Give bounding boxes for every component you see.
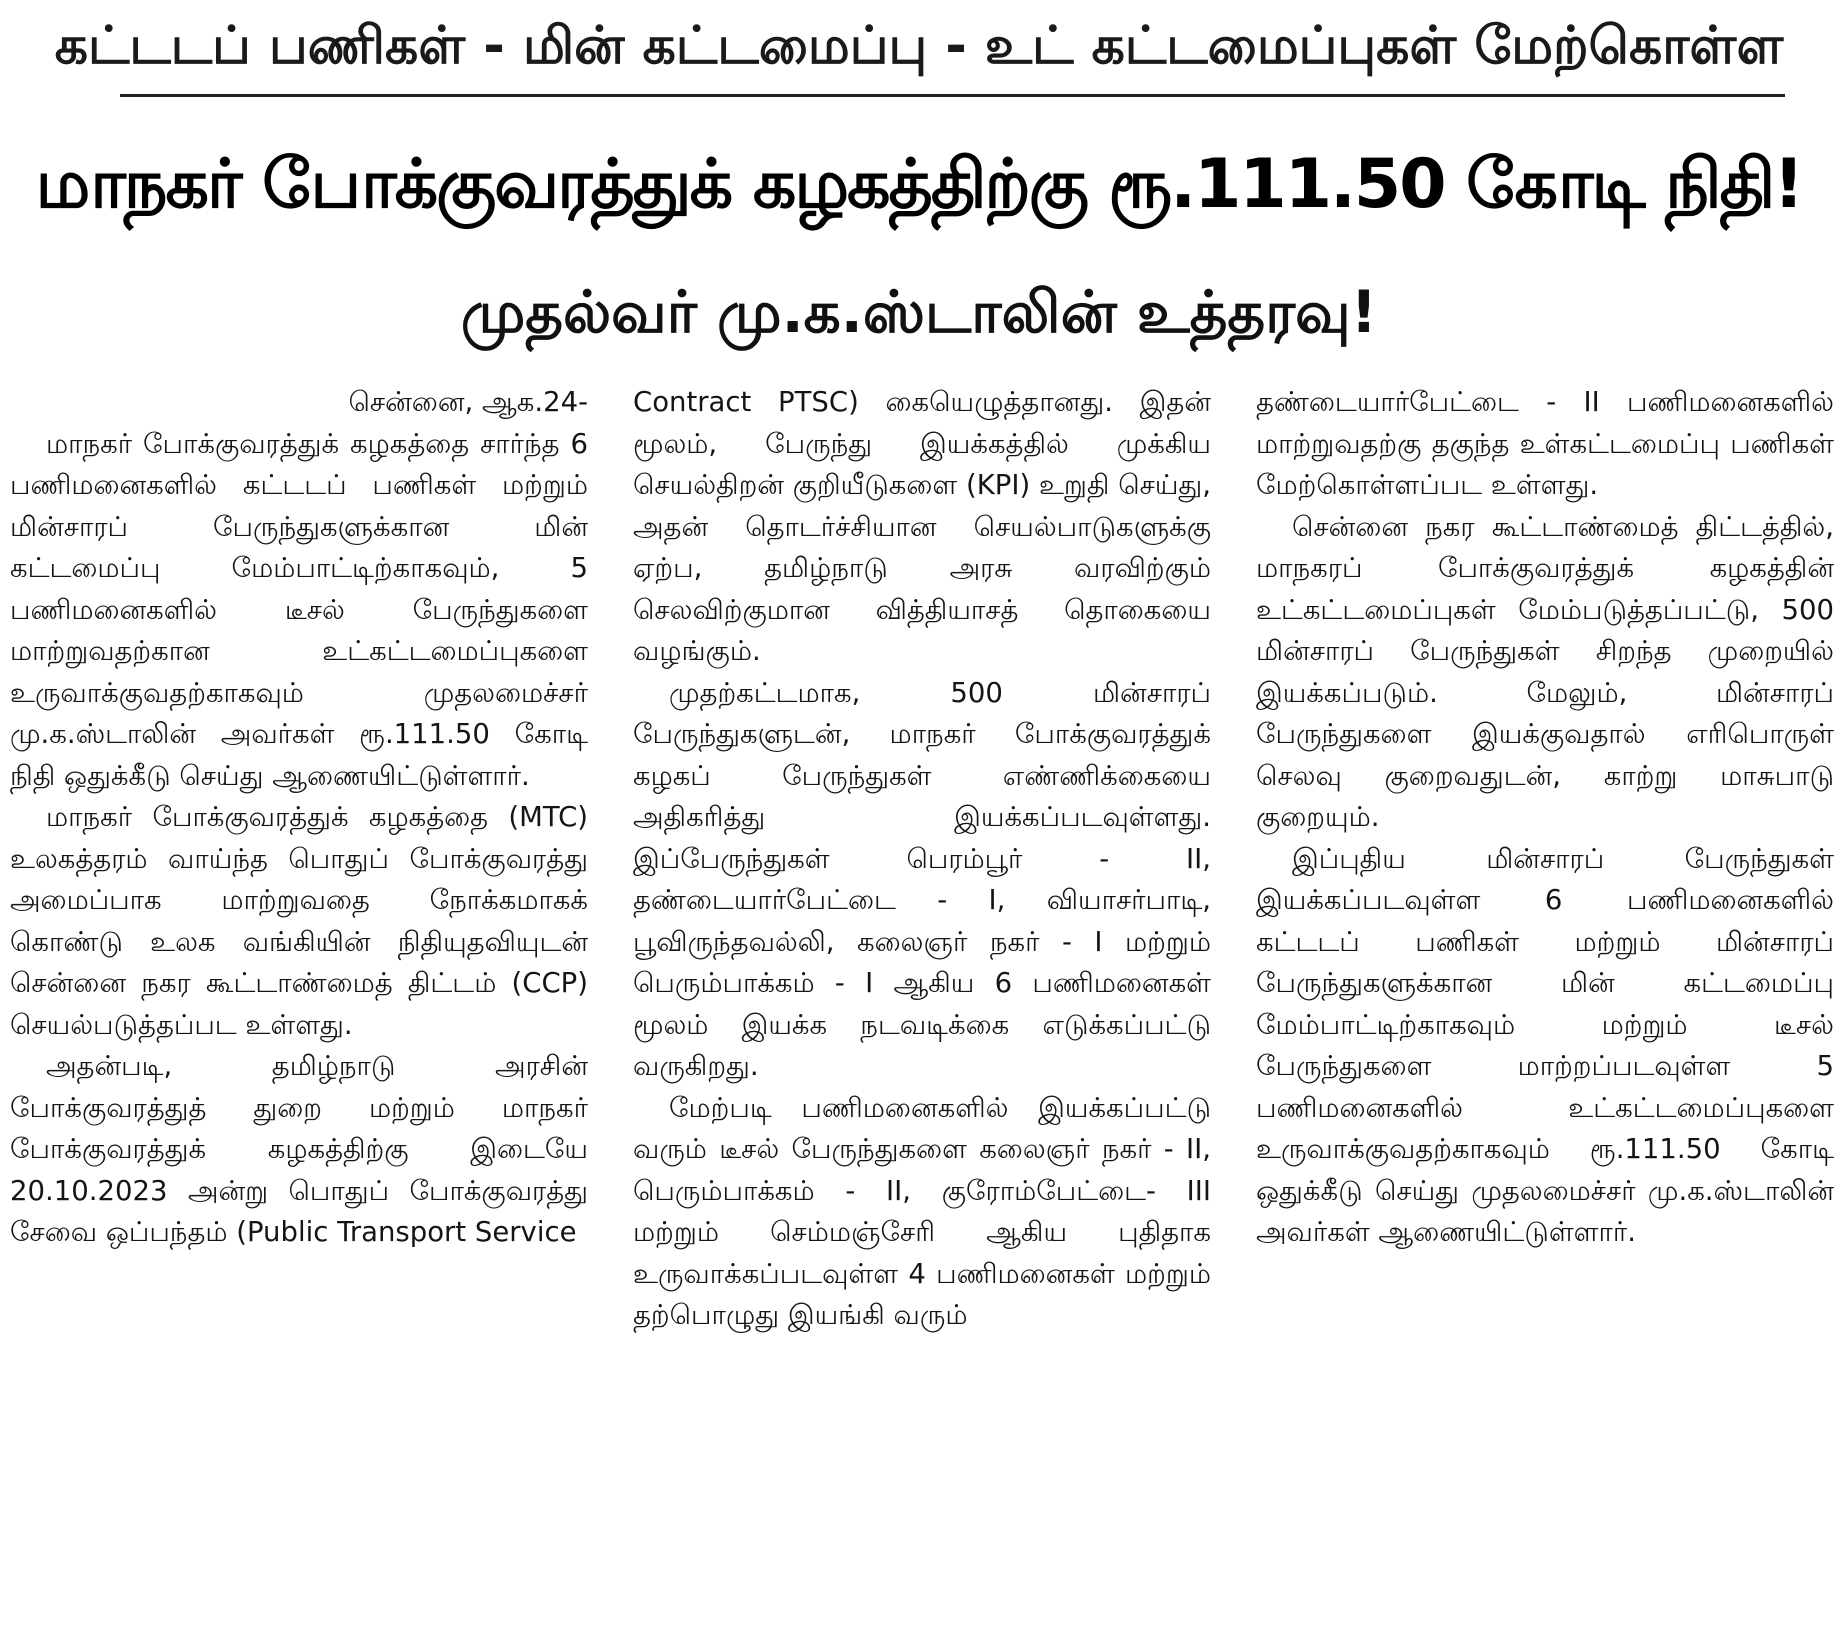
headline: மாநகர் போக்குவரத்துக் கழகத்திற்கு ரூ.111.50 கோடி நிதி! bbox=[35, 145, 1803, 224]
article-column-1 bbox=[10, 382, 588, 1627]
paragraph: முதற்கட்டமாக, 500 மின்சாரப் பேருந்துகளுடன், மாநகர் போக்குவரத்துக் கழகப் பேருந்துகள் எண்ணிக்கையை அதிகரித்து இயக்கப்படவுள்ளது. இப்பேருந்துகள் பெரம்பூர் - II, தண்டையார்பேட்டை - I, வியாசர்பாடி, பூவிருந்தவல்லி, கலைஞர் நகர் - I மற்றும் பெரும்பாக்கம் - I ஆகிய 6 பணிமனைகள் மூலம் இயக்க நடவடிக்கை எடுக்கப்பட்டு வருகிறது. bbox=[633, 676, 1211, 1082]
paragraph: அதன்படி, தமிழ்நாடு அரசின் போக்குவரத்துத் துறை மற்றும் மாநகர் போக்குவரத்துக் கழகத்திற்கு இடையே 20.10.2023 அன்று பொதுப் போக்குவரத்து சேவை ஒப்பந்தம் (Public Transport Service bbox=[10, 1050, 588, 1248]
paragraph: தண்டையார்பேட்டை - II பணிமனைகளில் மாற்றுவதற்கு தகுந்த உள்கட்டமைப்பு பணிகள் மேற்கொள்ளப்பட உள்ளது. bbox=[1256, 386, 1834, 501]
header-divider bbox=[120, 94, 1785, 97]
subheadline: முதல்வர் மு.க.ஸ்டாலின் உத்தரவு! bbox=[460, 278, 1378, 346]
dateline: சென்னை, ஆக.24- bbox=[348, 386, 588, 418]
kicker-line: கட்டடப் பணிகள் - மின் கட்டமைப்பு - உட் கட்டமைப்புகள் மேற்கொள்ள bbox=[54, 16, 1784, 76]
paragraph: Contract PTSC) கையெழுத்தானது. இதன் மூலம், பேருந்து இயக்கத்தில் முக்கிய செயல்திறன் குறியீடுகளை (KPI) உறுதி செய்து, அதன் தொடர்ச்சியான செயல்பாடுகளுக்கு ஏற்ப, தமிழ்நாடு அரசு வரவிற்கும் செலவிற்குமான வித்தியாசத் தொகையை வழங்கும். bbox=[633, 386, 1211, 667]
paragraph: சென்னை நகர கூட்டாண்மைத் திட்டத்தில், மாநகரப் போக்குவரத்துக் கழகத்தின் உட்கட்டமைப்புகள் மேம்படுத்தப்பட்டு, 500 மின்சாரப் பேருந்துகள் சிறந்த முறையில் இயக்கப்படும். மேலும், மின்சாரப் பேருந்துகளை இயக்குவதால் எரிபொருள் செலவு குறைவதுடன், காற்று மாசுபாடு குறையும். bbox=[1256, 510, 1834, 833]
article-column-3 bbox=[1256, 382, 1834, 1627]
paragraph: மாநகர் போக்குவரத்துக் கழகத்தை சார்ந்த 6 பணிமனைகளில் கட்டடப் பணிகள் மற்றும் மின்சாரப் பேருந்துகளுக்கான மின் கட்டமைப்பு மேம்பாட்டிற்காகவும், 5 பணிமனைகளில் டீசல் பேருந்துகளை மாற்றுவதற்கான உட்கட்டமைப்புகளை உருவாக்குவதற்காகவும் முதலமைச்சர் மு.க.ஸ்டாலின் அவர்கள் ரூ.111.50 கோடி நிதி ஒதுக்கீடு செய்து ஆணையிட்டுள்ளார். bbox=[10, 427, 588, 792]
article-column-2 bbox=[633, 382, 1211, 1627]
paragraph: இப்புதிய மின்சாரப் பேருந்துகள் இயக்கப்படவுள்ள 6 பணிமனைகளில் கட்டடப் பணிகள் மற்றும் மின்சாரப் பேருந்துகளுக்கான மின் கட்டமைப்பு மேம்பாட்டிற்காகவும் மற்றும் டீசல் பேருந்துகளை மாற்றப்படவுள்ள 5 பணிமனைகளில் உட்கட்டமைப்புகளை உருவாக்குவதற்காகவும் ரூ.111.50 கோடி ஒதுக்கீடு செய்து முதலமைச்சர் மு.க.ஸ்டாலின் அவர்கள் ஆணையிட்டுள்ளார். bbox=[1256, 842, 1834, 1248]
paragraph: மேற்படி பணிமனைகளில் இயக்கப்பட்டு வரும் டீசல் பேருந்துகளை கலைஞர் நகர் - II, பெரும்பாக்கம் - II, குரோம்பேட்டை- III மற்றும் செம்மஞ்சேரி ஆகிய புதிதாக உருவாக்கப்படவுள்ள 4 பணிமனைகள் மற்றும் தற்பொழுது இயங்கி வரும் bbox=[633, 1091, 1211, 1331]
paragraph: மாநகர் போக்குவரத்துக் கழகத்தை (MTC) உலகத்தரம் வாய்ந்த பொதுப் போக்குவரத்து அமைப்பாக மாற்றுவதை நோக்கமாகக் கொண்டு உலக வங்கியின் நிதியுதவியுடன் சென்னை நகர கூட்டாண்மைத் திட்டம் (CCP) செயல்படுத்தப்பட உள்ளது. bbox=[10, 801, 588, 1041]
